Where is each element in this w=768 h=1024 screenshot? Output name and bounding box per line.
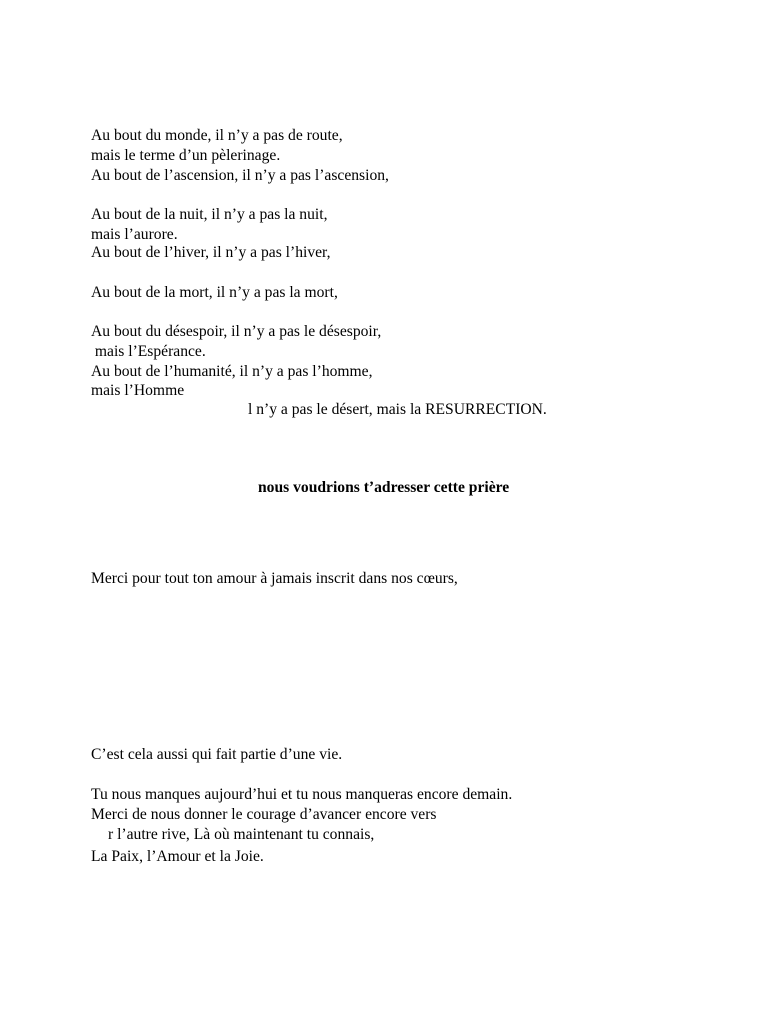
poem-line: mais le terme d’un pèlerinage. — [91, 147, 281, 164]
poem-line: mais l’Homme — [91, 382, 185, 399]
poem-line: Au bout du désespoir, il n’y a pas le désespoir, — [91, 323, 382, 340]
poem-line: Au bout de l’humanité, il n’y a pas l’homme, — [91, 363, 373, 380]
poem-line: Au bout de la mort, il n’y a pas la mort, — [91, 284, 338, 301]
poem-line: Au bout de l’hiver, il n’y a pas l’hiver, — [91, 244, 331, 261]
poem-line: Au bout du monde, il n’y a pas de route, — [91, 127, 343, 144]
poem-line: mais l’aurore. — [91, 226, 178, 243]
poem-line: l n’y a pas le désert, mais la RESURRECTION. — [248, 401, 547, 418]
prayer-line: Merci pour tout ton amour à jamais inscrit dans nos cœurs, — [91, 570, 458, 587]
prayer-line: La Paix, l’Amour et la Joie. — [91, 848, 264, 865]
prayer-line: Merci de nous donner le courage d’avancer encore vers — [91, 806, 437, 823]
prayer-line: Tu nous manques aujourd’hui et tu nous manqueras encore demain. — [91, 786, 513, 803]
prayer-line: C’est cela aussi qui fait partie d’une vie. — [91, 746, 343, 763]
poem-line: Au bout de la nuit, il n’y a pas la nuit, — [91, 206, 328, 223]
poem-line: Au bout de l’ascension, il n’y a pas l’ascension, — [91, 167, 389, 184]
prayer-heading: nous voudrions t’adresser cette prière — [258, 479, 510, 496]
poem-line: mais l’Espérance. — [91, 343, 206, 360]
prayer-line: r l’autre rive, Là où maintenant tu connais, — [108, 826, 375, 843]
